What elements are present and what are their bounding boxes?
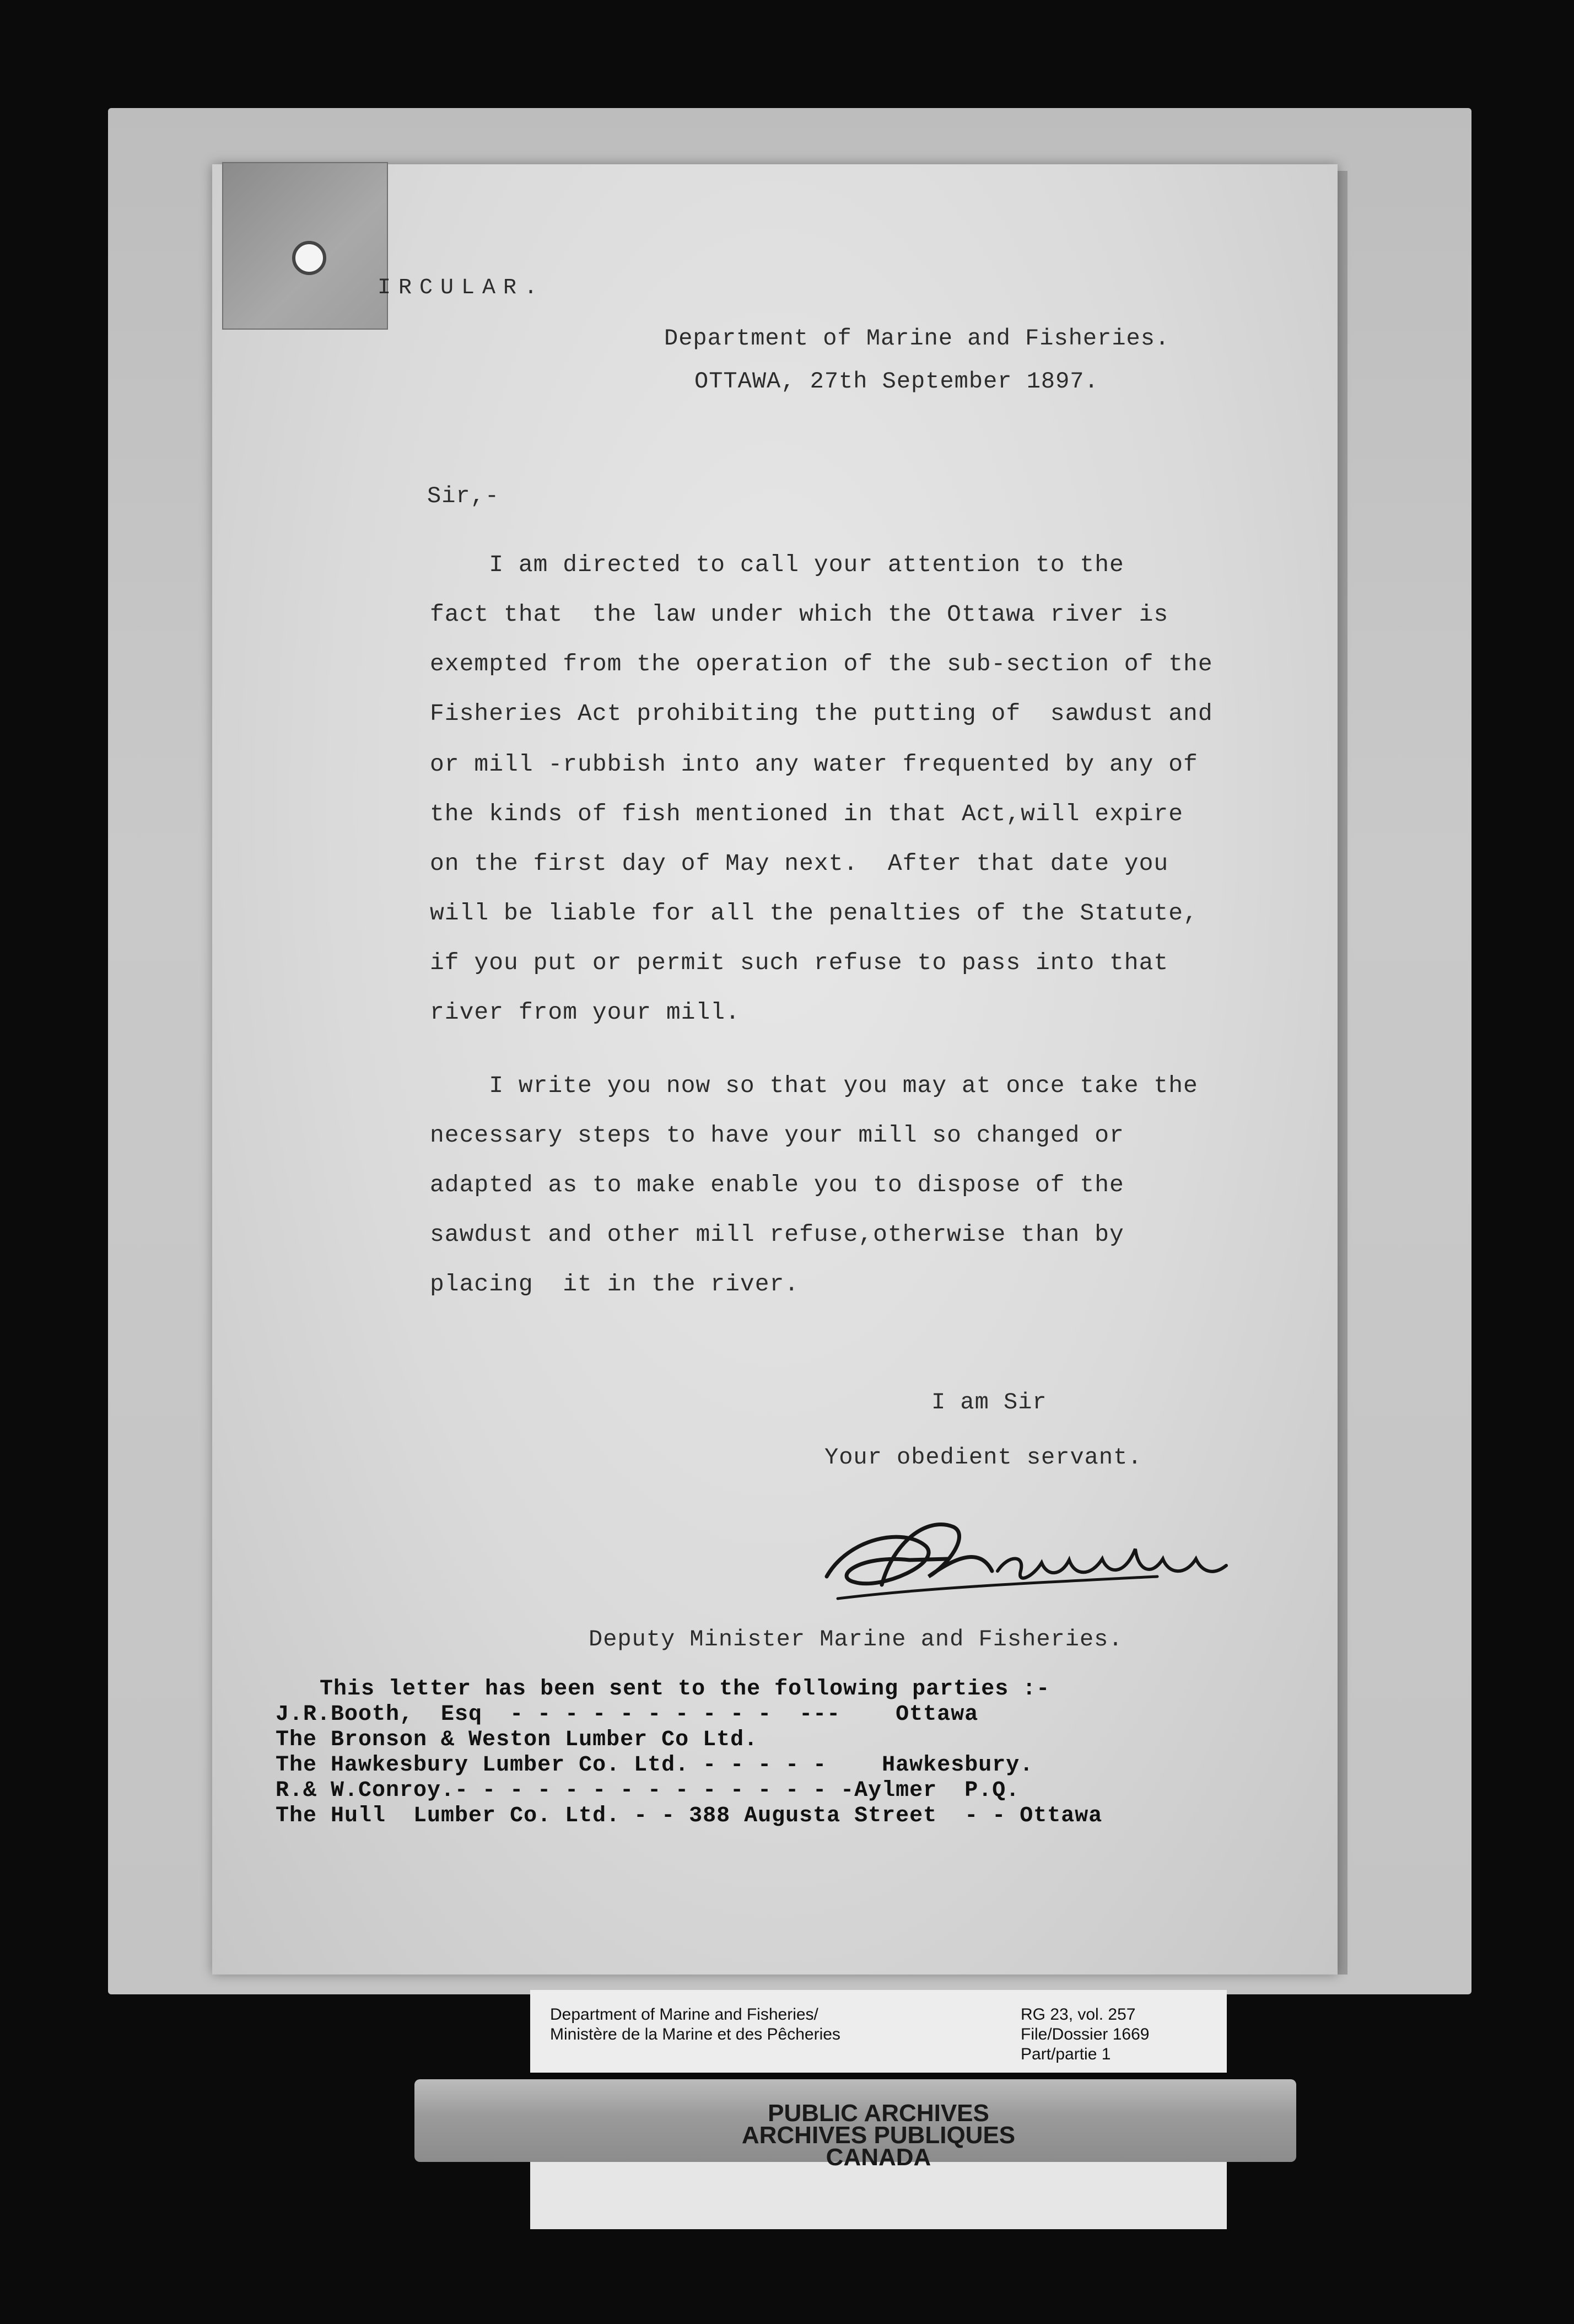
distribution-entry: The Hull Lumber Co. Ltd. - - 388 Augusta Street - - Ottawa (276, 1804, 1103, 1828)
body-line: Fisheries Act prohibiting the putting of sawdust and (430, 700, 1213, 727)
page-edge (1338, 171, 1347, 1975)
body-line: if you put or permit such refuse to pass into that (430, 949, 1169, 976)
label-part-number: Part/partie 1 (1021, 2045, 1111, 2063)
distribution-entry: The Bronson & Weston Lumber Co Ltd. (276, 1728, 758, 1752)
department-line: Department of Marine and Fisheries. (664, 325, 1170, 352)
punch-hole (292, 241, 326, 275)
label-department-fr: Ministère de la Marine et des Pêcheries (550, 2025, 840, 2043)
salutation: Sir,- (427, 483, 500, 509)
signatory-title: Deputy Minister Marine and Fisheries. (589, 1626, 1123, 1653)
body-line: exempted from the operation of the sub-section of the (430, 650, 1213, 677)
distribution-intro: This letter has been sent to the following parties :- (320, 1677, 1050, 1702)
body-line: the kinds of fish mentioned in that Act,will expire (430, 800, 1184, 827)
body-line: I write you now so that you may at once take the (430, 1072, 1198, 1099)
body-line: or mill -rubbish into any water frequented by any of (430, 751, 1198, 778)
closing-line-1: I am Sir (931, 1389, 1047, 1416)
body-line: adapted as to make enable you to dispose of the (430, 1171, 1124, 1198)
archive-stamp-line-1: PUBLIC ARCHIVES (768, 2100, 989, 2127)
body-line: on the first day of May next. After that date you (430, 850, 1169, 877)
body-line: fact that the law under which the Ottawa river is (430, 601, 1169, 628)
label-department-en: Department of Marine and Fisheries/ (550, 2005, 818, 2024)
label-file-number: File/Dossier 1669 (1021, 2025, 1150, 2043)
archive-stamp-line-2: ARCHIVES PUBLIQUES (741, 2122, 1016, 2149)
body-line: will be liable for all the penalties of the Statute, (430, 900, 1198, 927)
handwritten-signature (816, 1494, 1240, 1610)
body-line: sawdust and other mill refuse,otherwise than by (430, 1221, 1124, 1248)
label-record-group: RG 23, vol. 257 (1021, 2005, 1136, 2024)
date-line: OTTAWA, 27th September 1897. (694, 368, 1099, 395)
distribution-entry: J.R.Booth, Esq - - - - - - - - - - --- Ottawa (276, 1702, 979, 1727)
body-line: river from your mill. (430, 999, 740, 1026)
distribution-entry: The Hawkesbury Lumber Co. Ltd. - - - - - Hawkesbury. (276, 1753, 1034, 1778)
body-line: I am directed to call your attention to the (430, 551, 1124, 578)
body-line: necessary steps to have your mill so changed or (430, 1122, 1124, 1149)
distribution-entry: R.& W.Conroy.- - - - - - - - - - - - - - -Aylmer P.Q. (276, 1778, 1020, 1803)
body-line: placing it in the river. (430, 1271, 800, 1298)
archive-reference-label (530, 1990, 1227, 2073)
closing-line-2: Your obedient servant. (824, 1444, 1142, 1471)
archive-stamp-line-3: CANADA (826, 2144, 931, 2171)
letter-heading: IRCULAR. (378, 276, 546, 300)
